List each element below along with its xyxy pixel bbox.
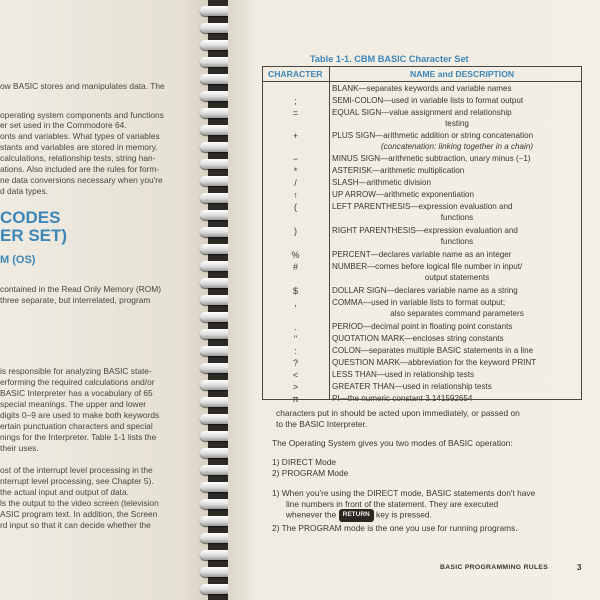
character-description [332,166,582,177]
left-text-line: er set used in the Commodore 64. [0,120,127,130]
character-symbol: ) [294,226,297,236]
modes-intro: The Operating System gives you two modes of BASIC operation: [272,438,513,448]
paragraph-fragment: key is pressed. [376,509,432,520]
character-symbol: − [292,154,299,164]
left-text-line: calculations, relationship tests, string han- [0,153,156,163]
paragraph-fragment: whenever the [286,509,337,520]
left-text-line: stants and variables are stored in memory. [0,142,158,152]
description-text: GREATER THAN—used in relationship tests [332,382,492,391]
left-text-line: rd input so that it can decide whether the [0,520,151,530]
character-description [332,84,582,95]
column-header-name: NAME and DESCRIPTION [410,69,515,79]
character-symbol: ( [294,202,297,212]
left-text-line: the actual input and output of data. [0,487,129,497]
character-symbol: > [292,382,299,392]
direct-mode-explanation [272,488,582,522]
description-text: PERIOD—decimal point in floating point constants [332,322,513,331]
character-symbol: , [294,298,297,308]
description-text: SLASH—arithmetic division [332,178,431,187]
character-description [332,108,582,129]
character-description [332,298,582,319]
table-column-rule [329,66,330,400]
description-text: COMMA—used in variable lists to format output; [332,298,506,307]
mode-item-program: 2) PROGRAM Mode [272,468,349,478]
character-symbol: ; [294,96,297,106]
paragraph-line: to the BASIC Interpreter. [276,418,368,429]
page-number: 3 [577,563,582,572]
character-symbol: % [291,250,300,260]
left-text-line: onts and variables. What types of variables [0,131,160,141]
character-symbol: ↑ [293,190,298,200]
description-text: COLON—separates multiple BASIC statements in a line [332,346,534,355]
description-continuation: also separates command parameters [390,308,524,318]
table-top-rule [262,66,582,67]
paragraph-line: 1) When you're using the DIRECT mode, BASIC statements don't have [272,488,536,498]
character-description [332,178,582,189]
left-text-line: three separate, but interrelated, program [0,295,151,305]
section-heading-line-1: CODES [0,208,61,227]
table-header-rule [262,81,582,82]
character-description [332,131,582,152]
character-description [332,346,582,357]
description-text: PERCENT—declares variable name as an integer [332,250,512,259]
description-continuation: (concatenation: linking together in a chain) [380,141,534,151]
left-text-line: operating system components and functions [0,110,164,120]
character-symbol: + [292,131,299,141]
character-description [332,96,582,107]
character-description [332,322,582,333]
description-continuation: functions [440,212,474,222]
description-text: MINUS SIGN—arithmetic subtraction, unary minus (−1) [332,154,531,163]
description-text: ASTERISK—arithmetic multiplication [332,166,465,175]
mode-item-direct: 1) DIRECT Mode [272,457,337,467]
character-symbol: # [292,262,298,272]
left-text-line: ow BASIC stores and manipulates data. The [0,81,165,91]
left-text-line: special meanings. The upper and lower [0,399,147,409]
description-text: LESS THAN—used in relationship tests [332,370,475,379]
character-symbol: ? [292,358,298,368]
character-symbol: * [293,166,298,176]
sub-heading: M (OS) [0,254,36,266]
description-text: QUOTATION MARK—encloses string constants [332,334,504,343]
running-footer: BASIC PROGRAMMING RULES [440,564,549,571]
description-text: DOLLAR SIGN—declares variable name as a string [332,286,518,295]
description-text: PI—the numeric constant 3.141592654 [332,394,473,403]
character-symbol: : [294,346,297,356]
character-description [332,190,582,201]
character-description [332,154,582,165]
left-text-line: nings for the Interpreter. Table 1-1 lists the [0,432,157,442]
character-symbol: = [292,108,299,118]
table-title: Table 1-1. CBM BASIC Character Set [310,54,469,64]
character-description [332,370,582,381]
left-text-line: their uses. [0,443,39,453]
description-text: BLANK—separates keywords and variable names [332,84,512,93]
character-symbol: π [292,394,299,404]
left-text-line: ertain punctuation characters and special [0,421,153,431]
description-text: QUESTION MARK—abbreviation for the keyword PRINT [332,358,537,367]
description-text: PLUS SIGN—arithmetic addition or string concatenation [332,131,534,140]
left-text-line: ost of the interrupt level processing in the [0,465,153,475]
left-text-line: d data types. [0,186,48,196]
character-description [332,226,582,247]
left-page [0,0,212,600]
left-text-line: ASIC program text. In addition, the Screen [0,509,158,519]
description-text: RIGHT PARENTHESIS—expression evaluation and [332,226,518,235]
character-symbol: . [294,322,297,332]
left-text-line: ne data conversions necessary when you're [0,175,163,185]
paragraph-line [272,509,582,522]
paragraph-line: characters put in should be acted upon immediately, or passed on [276,408,520,418]
description-continuation: testing [445,118,469,128]
description-text: UP ARROW—arithmetic exponentiation [332,190,474,199]
character-description [332,250,582,261]
character-description [332,334,582,345]
left-text-line: BASIC Interpreter has a vocabulary of 65 [0,388,153,398]
column-header-character: CHARACTER [268,69,323,79]
character-description [332,358,582,369]
character-description [332,394,582,405]
description-text: NUMBER—comes before logical file number in input/ [332,262,523,271]
left-text-line: contained in the Read Only Memory (ROM) [0,284,162,294]
left-text-line: ls the output to the video screen (television [0,498,159,508]
character-description [332,202,582,223]
left-text-line: ations. Also included are the rules for form- [0,164,160,174]
character-description [332,382,582,393]
section-heading-line-2: ER SET) [0,226,68,245]
continued-paragraph [272,408,582,429]
left-text-line: erforming the required calculations and/or [0,377,155,387]
character-symbol: / [294,178,297,188]
description-continuation: functions [440,236,474,246]
character-description [332,262,582,283]
character-symbol: " [293,334,298,344]
character-symbol: $ [292,286,298,296]
description-text: EQUAL SIGN—value assignment and relationship [332,108,512,117]
character-description [332,286,582,297]
paragraph-line: line numbers in front of the statement. They are executed [286,498,499,509]
left-text-line: nterrupt level processing, see Chapter 5). [0,476,154,486]
description-continuation: output statements [424,272,490,282]
character-symbol: < [292,370,299,380]
description-text: LEFT PARENTHESIS—expression evaluation and [332,202,513,211]
left-text-line: is responsible for analyzing BASIC state- [0,366,152,376]
program-mode-explanation: 2) The PROGRAM mode is the one you use for running programs. [272,523,518,533]
left-text-line: digits 0–9 are used to make both keywords [0,410,160,420]
return-key-icon: RETURN [339,509,374,522]
character-set-table [262,66,582,404]
description-text: SEMI-COLON—used in variable lists to format output [332,96,524,105]
